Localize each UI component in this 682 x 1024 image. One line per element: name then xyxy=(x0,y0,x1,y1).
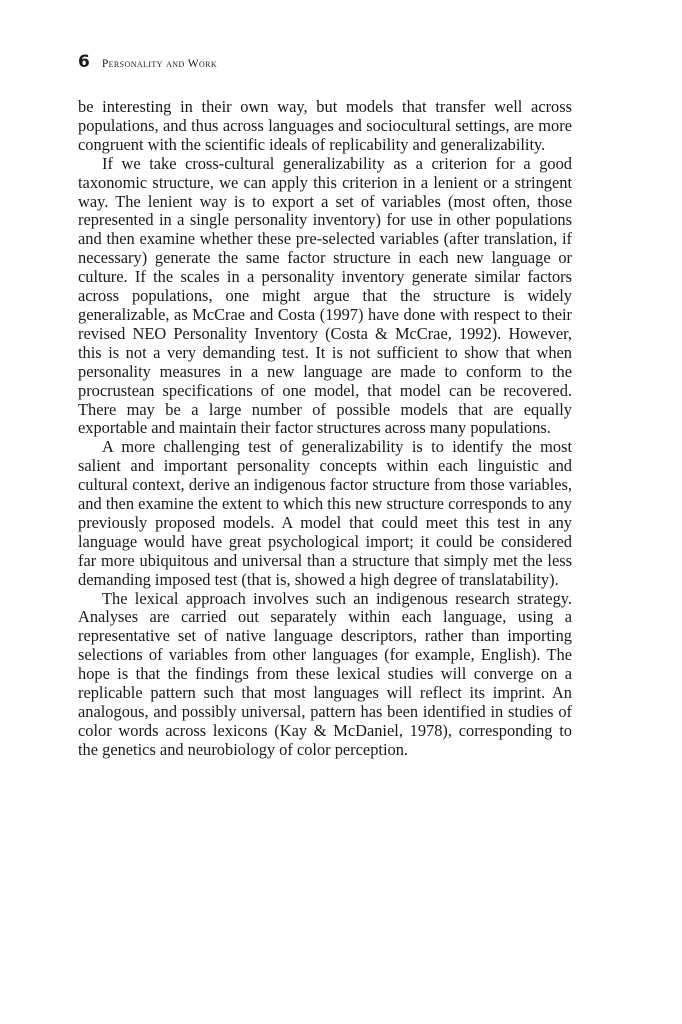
paragraph-challenging-test: A more challenging test of generalizability is to identify the most salient and important personality concepts within each linguistic and cultural context, derive an indigenous factor structure from those variables, and then examine the extent to which this new structure corresponds to any previously proposed models. A model that could meet this test in any language would have great psychological import; it could be considered far more ubiquitous and universal than a structure that simply met the less demanding imposed test (that is, showed a high degree of translatability). xyxy=(78,437,572,589)
running-title: Personality and Work xyxy=(101,58,218,70)
page-number: 6 xyxy=(78,52,90,72)
running-head xyxy=(78,52,572,76)
body-text xyxy=(78,98,572,760)
paragraph-generalizability-criterion: If we take cross-cultural generalizability as a criterion for a good taxonomic structure, we can apply this criterion in a lenient or a stringent way. The lenient way is to export a set of variables (most often, those represented in a single personality inventory) for use in other populations and then examine whether these pre-selected variables (after translation, if necessary) generate the same factor structure in each new language or culture. If the scales in a personality inventory generate similar factors across populations, one might argue that the structure is widely generalizable, as McCrae and Costa (1997) have done with respect to their revised NEO Personality Inventory (Costa & McCrae, 1992). However, this is not a very demanding test. It is not sufficient to show that when personality measures in a new language are made to conform to the procrustean specifications of one model, that model can be recovered. There may be a large number of possible models that are equally exportable and maintain their factor structures across many populations. xyxy=(78,153,572,438)
paragraph-lexical-approach: The lexical approach involves such an indigenous research strategy. Analyses are carried out separately within each language, using a representative set of native language descriptors, rather than importing selections of variables from other languages (for example, English). The hope is that the findings from these lexical studies will converge on a replicable pattern such that most languages will reflect its imprint. An analogous, and possibly universal, pattern has been identified in studies of color words across lexicons (Kay & McDaniel, 1978), corresponding to the genetics and neurobiology of color perception. xyxy=(78,588,572,759)
paragraph-continuation: be interesting in their own way, but models that transfer well across populations, and thus across languages and sociocultural settings, are more congruent with the scientific ideals of replicability and generalizability. xyxy=(78,97,572,154)
book-page xyxy=(78,52,572,760)
